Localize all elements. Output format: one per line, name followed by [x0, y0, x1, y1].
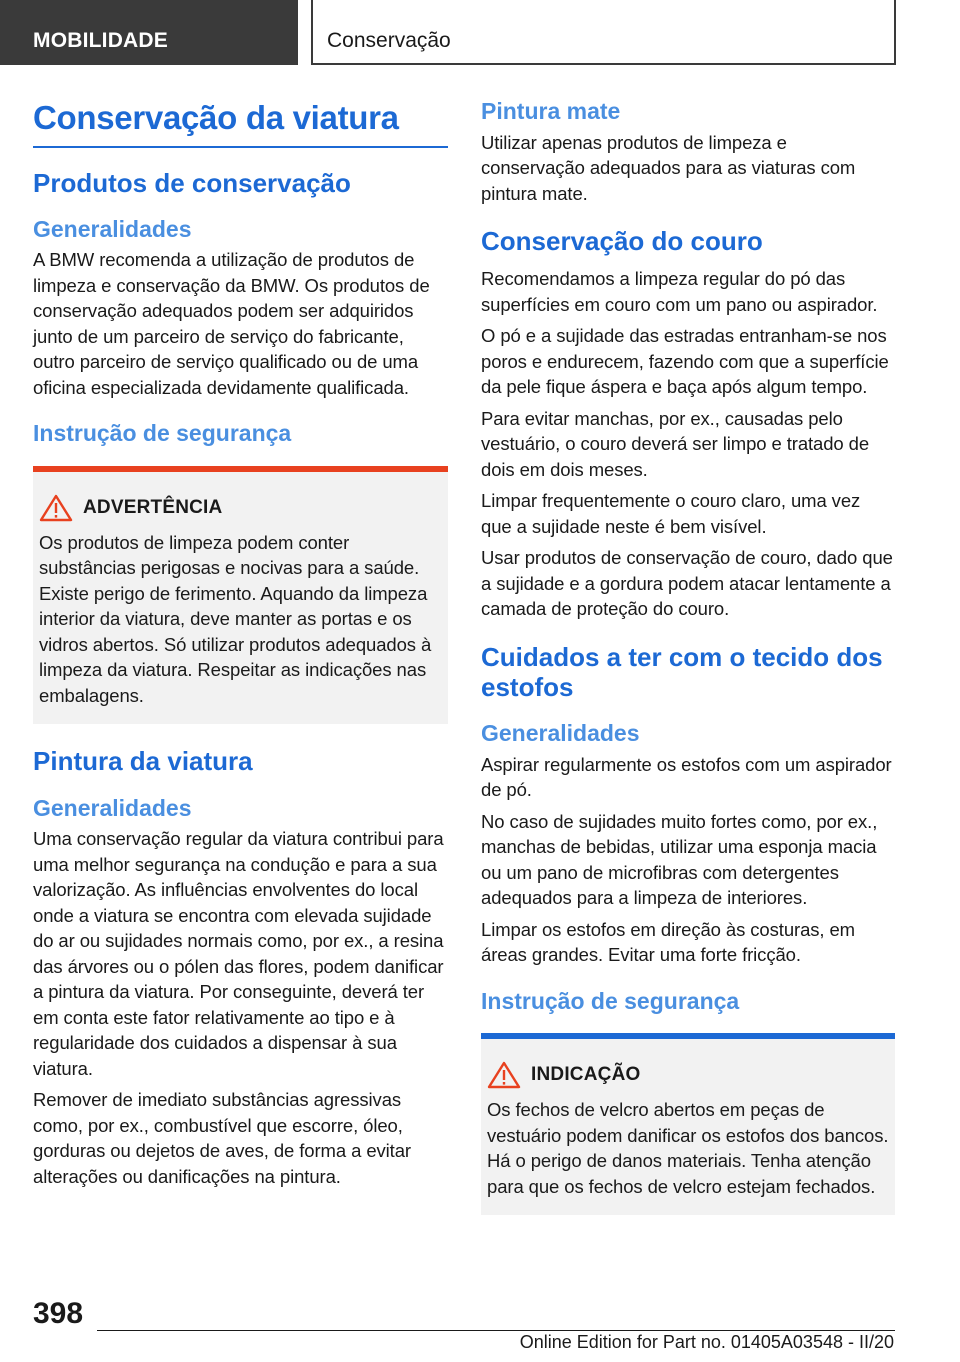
- warning-head: [39, 488, 442, 528]
- warning-text: Os produtos de limpeza podem conter substâncias perigosas e nocivas para a saúde. Existe perigo de ferimento. Aquando da limpeza interior da viatura, deve manter as portas e os vidros abertos. Só utilizar produtos adequados à limpeza da viatura. Respeitar as indicações nas embalagens.: [39, 531, 432, 706]
- leather-paragraph-5: Usar produtos de conservação de couro, dado que a sujidade e a gordura podem atacar lentamente a camada de proteção do couro.: [481, 547, 893, 620]
- chapter-tab: Conservação: [311, 0, 896, 65]
- fabric-paragraph-1: Aspirar regularmente os estofos com um aspirador de pó.: [481, 753, 892, 801]
- matte-heading: Pintura mate: [481, 98, 621, 124]
- leather-heading: Conservação do couro: [481, 226, 763, 257]
- safety-heading: Instrução de segurança: [33, 420, 292, 447]
- notice-triangle-icon: [487, 1061, 521, 1089]
- fabric-paragraph-3: Limpar os estofos em direção às costuras, em áreas grandes. Evitar uma forte fricção.: [481, 918, 855, 966]
- leather-paragraph-1: Recomendamos a limpeza regular do pó das superfícies em couro com um pano ou aspirador.: [481, 268, 878, 315]
- fabric-general-heading: Generalidades: [481, 720, 640, 747]
- footer-edition: Online Edition for Part no. 01405A03548 - II/20: [519, 1332, 894, 1352]
- general-paragraph: A BMW recomenda a utilização de produtos de limpeza e conservação da BMW. Os produtos de conservação adequados podem ser adquiridos junto de um parceiro de serviço do fabricante, outro parceiro de serviço qualificado ou de uma oficina especializada devidamente qualificada.: [33, 249, 430, 398]
- notice-box: [481, 1033, 895, 1215]
- warning-label: ADVERTÊNCIA: [83, 496, 223, 518]
- matte-paragraph: Utilizar apenas produtos de limpeza e conservação adequados para as viaturas com pintura mate.: [481, 131, 856, 204]
- notice-label: INDICAÇÃO: [531, 1064, 641, 1086]
- paint-general-heading: Generalidades: [33, 794, 192, 821]
- leather-paragraph-3: Para evitar manchas, por ex., causadas pelo vestuário, o couro deverá ser limpo e tratado de dois em dois meses.: [481, 407, 870, 480]
- paint-paragraph-1: Uma conservação regular da viatura contribui para uma melhor segurança na condução e para a sua valorização. As influências envolventes do local onde a viatura se encontra com elevada sujidade do ar ou sujidades normais como, por ex., a resina das árvores ou o pólen das flores, podem danificar a pintura da viatura. Por conseguinte, deverá ter em conta este fator relativamente ao tipo e à regularidade dos cuidados a dispensar à sua viatura.: [33, 828, 444, 1079]
- leather-paragraph-4: Limpar frequentemente o couro claro, uma vez que a sujidade neste é bem visível.: [481, 490, 861, 537]
- footer-divider: [97, 1330, 895, 1331]
- fabric-heading: Cuidados a ter com o tecido dos estofos: [481, 641, 883, 702]
- notice-head: [487, 1055, 889, 1095]
- fabric-paragraph-2: No caso de sujidades muito fortes como, por ex., manchas de bebidas, utilizar uma esponja macia ou um pano de microfibras com detergentes adequados para a limpeza de interiores.: [481, 810, 878, 909]
- page-number: 398: [33, 1297, 84, 1330]
- general-heading: Generalidades: [33, 215, 192, 242]
- notice-text: Os fechos de velcro abertos em peças de vestuário podem danificar os estofos dos bancos. Há o perigo de danos materiais. Tenha atenção para que os fechos de velcro estejam fechados.: [487, 1099, 889, 1197]
- right-column: [481, 98, 895, 1215]
- warning-triangle-icon: [39, 494, 73, 522]
- paint-heading: Pintura da viatura: [33, 746, 253, 777]
- leather-paragraph-2: O pó e a sujidade das estradas entranham-se nos poros e endurecem, fazendo com que a superfície da pele fique áspera e baça após algum tempo.: [481, 325, 889, 398]
- fabric-safety-heading: Instrução de segurança: [481, 987, 740, 1014]
- products-heading: Produtos de conservação: [33, 167, 351, 198]
- page-title: Conservação da viatura: [33, 98, 448, 148]
- section-tab: MOBILIDADE: [0, 0, 298, 65]
- warning-box: [33, 466, 448, 725]
- paint-paragraph-2: Remover de imediato substâncias agressivas como, por ex., combustível que escorre, óleo, gorduras ou dejetos de aves, de forma a evitar alterações ou danificações na pintura.: [33, 1089, 411, 1187]
- left-column: [33, 98, 448, 1195]
